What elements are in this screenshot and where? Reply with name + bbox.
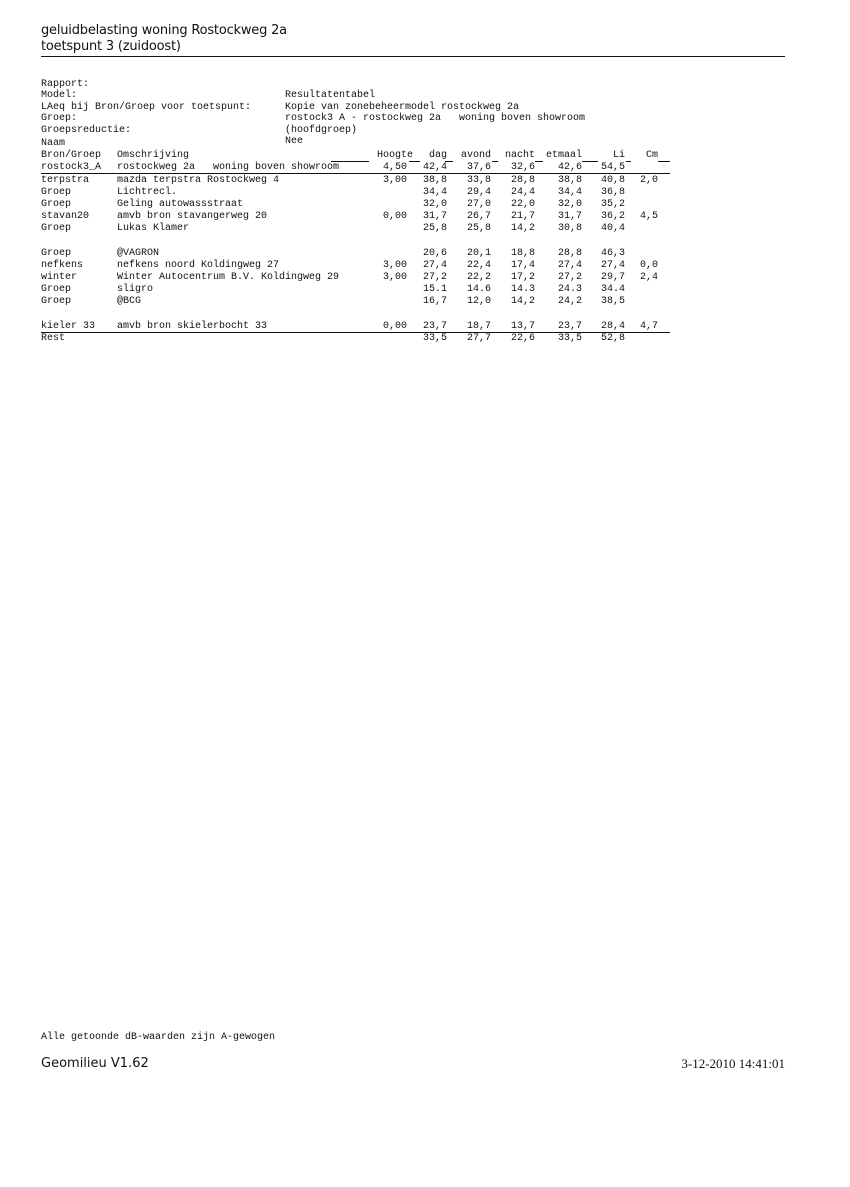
cell-nacht: 22,0 (510, 198, 535, 210)
cell-avond: 18,7 (466, 320, 491, 332)
cell-avond: 29,4 (466, 186, 491, 198)
column-header-cm: Cm (645, 150, 658, 162)
cell-dag: 38,8 (422, 174, 447, 186)
cell-id: winter (41, 272, 78, 284)
cell-avond: 27,7 (466, 333, 491, 344)
cell-etmaal: 34,4 (557, 186, 582, 198)
footnote: Alle getoonde dB-waarden zijn A-gewogen (41, 1032, 276, 1043)
cell-dag: 16,7 (422, 296, 447, 308)
table-row (41, 248, 681, 260)
meta-key: LAeq bij Bron/Groep voor toetspunt: (41, 101, 252, 113)
cell-desc: mazda terpstra Rostockweg 4 (117, 174, 280, 186)
results-table (41, 138, 681, 345)
column-header-nacht: nacht (504, 150, 535, 162)
cell-cm: 4,7 (639, 320, 658, 332)
cell-hoogte: 0,00 (382, 211, 407, 223)
table-spacer (41, 236, 681, 248)
cell-etmaal: 24,2 (557, 296, 582, 308)
column-header-id: Bron/Groep (41, 150, 102, 162)
cell-id: Rest (41, 333, 66, 344)
cell-dag: 25,8 (422, 223, 447, 235)
cell-avond: 25,8 (466, 223, 491, 235)
cell-li: 35,2 (600, 198, 625, 210)
cell-avond: 33,8 (466, 174, 491, 186)
cell-nacht: 14,2 (510, 223, 535, 235)
cell-li: 40,4 (600, 223, 625, 235)
cell-avond: 22,4 (466, 259, 491, 271)
column-header-avond: avond (460, 150, 491, 162)
cell-hoogte: 3,00 (382, 174, 407, 186)
cell-etmaal: 27,4 (557, 259, 582, 271)
cell-desc: @VAGRON (117, 247, 160, 259)
cell-li: 27,4 (600, 259, 625, 271)
cell-etmaal: 31,7 (557, 211, 582, 223)
meta-value: Nee (285, 136, 304, 147)
cell-dag: 32,0 (422, 198, 447, 210)
cell-dag: 31,7 (422, 211, 447, 223)
cell-etmaal: 38,8 (557, 174, 582, 186)
cell-desc: nefkens noord Koldingweg 27 (117, 259, 280, 271)
cell-dag: 15.1 (422, 284, 447, 296)
software-version: Geomilieu V1.62 (41, 1056, 149, 1071)
cell-li: 38,5 (600, 296, 625, 308)
cell-avond: 14.6 (466, 284, 491, 296)
cell-li: 46,3 (600, 247, 625, 259)
meta-key: Model: (41, 90, 78, 101)
table-row (41, 211, 681, 223)
cell-desc: Lichtrecl. (117, 186, 178, 198)
cell-dag: 27,4 (422, 259, 447, 271)
cell-etmaal: 27,2 (557, 272, 582, 284)
cell-nacht: 22,6 (510, 333, 535, 344)
cell-nacht: 13,7 (510, 320, 535, 332)
cell-etmaal: 42,6 (557, 162, 582, 174)
cell-desc: Lukas Klamer (117, 223, 190, 235)
report-subtitle: toetspunt 3 (zuidoost) (41, 39, 181, 54)
cell-id: nefkens (41, 259, 84, 271)
cell-desc: amvb bron skielerbocht 33 (117, 320, 268, 332)
cell-etmaal: 30,8 (557, 223, 582, 235)
cell-avond: 26,7 (466, 211, 491, 223)
cell-id: Groep (41, 247, 72, 259)
cell-cm: 0,0 (639, 259, 658, 271)
cell-dag: 33,5 (422, 333, 447, 344)
cell-id: Groep (41, 186, 72, 198)
cell-avond: 12,0 (466, 296, 491, 308)
cell-cm: 4,5 (639, 211, 658, 223)
table-row (41, 199, 681, 211)
cell-nacht: 14.3 (510, 284, 535, 296)
cell-nacht: 24,4 (510, 186, 535, 198)
cell-etmaal: 32,0 (557, 198, 582, 210)
report-title: geluidbelasting woning Rostockweg 2a (41, 23, 287, 38)
cell-desc: amvb bron stavangerweg 20 (117, 211, 268, 223)
cell-avond: 37,6 (466, 162, 491, 174)
table-row (41, 162, 681, 174)
cell-nacht: 32,6 (510, 162, 535, 174)
column-header-desc: Omschrijving (117, 150, 190, 162)
cell-hoogte: 3,00 (382, 259, 407, 271)
meta-value: Kopie van zonebeheermodel rostockweg 2a (285, 101, 520, 113)
cell-li: 36,8 (600, 186, 625, 198)
cell-cm: 2,4 (639, 272, 658, 284)
cell-nacht: 14,2 (510, 296, 535, 308)
cell-hoogte: 3,00 (382, 272, 407, 284)
cell-nacht: 18,8 (510, 247, 535, 259)
cell-li: 29,7 (600, 272, 625, 284)
table-row (41, 272, 681, 284)
print-datetime: 3-12-2010 14:41:01 (681, 1056, 785, 1071)
cell-desc: sligro (117, 284, 154, 296)
cell-desc: rostockweg 2a woning boven showroom (117, 162, 340, 174)
cell-nacht: 28,8 (510, 174, 535, 186)
column-header-etmaal: etmaal (545, 150, 582, 162)
table-caption-row (41, 138, 681, 150)
cell-avond: 27,0 (466, 198, 491, 210)
cell-dag: 20,6 (422, 247, 447, 259)
table-row (41, 187, 681, 199)
table-header-row (41, 150, 681, 162)
cell-desc: Geling autowassstraat (117, 198, 244, 210)
cell-dag: 27,2 (422, 272, 447, 284)
table-row (41, 284, 681, 296)
cell-li: 34.4 (600, 284, 625, 296)
table-row (41, 260, 681, 272)
column-header-hoogte: Hoogte (377, 150, 414, 162)
column-header-dag: dag (428, 150, 447, 162)
meta-key: Groepsreductie: (41, 124, 132, 136)
cell-dag: 23,7 (422, 320, 447, 332)
cell-id: terpstra (41, 174, 90, 186)
cell-li: 52,8 (600, 333, 625, 344)
table-body (41, 162, 681, 345)
cell-hoogte: 4,50 (382, 162, 407, 174)
table-row (41, 333, 681, 345)
cell-dag: 34,4 (422, 186, 447, 198)
cell-id: Groep (41, 198, 72, 210)
table-row (41, 296, 681, 308)
cell-li: 54,5 (600, 162, 625, 174)
meta-value: Resultatentabel (285, 90, 376, 101)
cell-desc: Winter Autocentrum B.V. Koldingweg 29 (117, 272, 340, 284)
cell-hoogte: 0,00 (382, 320, 407, 332)
table-spacer (41, 309, 681, 321)
table-row (41, 175, 681, 187)
cell-li: 36,2 (600, 211, 625, 223)
meta-key: Rapport: (41, 78, 90, 90)
meta-key: Groep: (41, 113, 78, 124)
cell-id: Groep (41, 223, 72, 235)
table-row (41, 321, 681, 333)
meta-value: rostock3 A - rostockweg 2a woning boven showroom (285, 113, 586, 124)
cell-id: rostock3_A (41, 162, 102, 174)
cell-cm: 2,0 (639, 174, 658, 186)
cell-nacht: 17,4 (510, 259, 535, 271)
table-caption: Naam (41, 138, 66, 149)
cell-etmaal: 33,5 (557, 333, 582, 344)
cell-li: 40,8 (600, 174, 625, 186)
column-header-li: Li (612, 150, 625, 162)
cell-id: Groep (41, 296, 72, 308)
cell-nacht: 17,2 (510, 272, 535, 284)
cell-etmaal: 24.3 (557, 284, 582, 296)
meta-value: (hoofdgroep) (285, 124, 358, 136)
cell-id: Groep (41, 284, 72, 296)
cell-avond: 20,1 (466, 247, 491, 259)
cell-desc: @BCG (117, 296, 142, 308)
cell-etmaal: 23,7 (557, 320, 582, 332)
table-row (41, 223, 681, 235)
report-title-block (41, 23, 785, 57)
cell-nacht: 21,7 (510, 211, 535, 223)
cell-etmaal: 28,8 (557, 247, 582, 259)
cell-li: 28,4 (600, 320, 625, 332)
cell-id: stavan20 (41, 211, 90, 223)
cell-avond: 22,2 (466, 272, 491, 284)
cell-dag: 42,4 (422, 162, 447, 174)
cell-id: kieler 33 (41, 320, 96, 332)
